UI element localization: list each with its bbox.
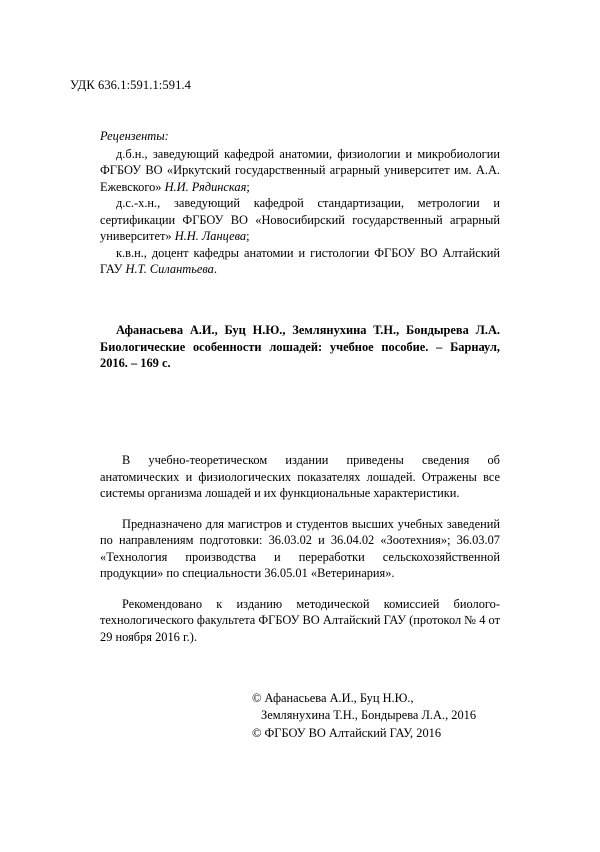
- reviewer-entry: [100, 245, 500, 278]
- copyright-block: [252, 690, 500, 742]
- reviewer-name: Н.Н. Ланцева: [174, 229, 247, 243]
- reviewer-affiliation: д.б.н., заведующий кафедрой анатомии, физиологии и микробиологии ФГБОУ ВО «Иркутский государственный аграрный университет им. А.А. Ежевского»: [100, 146, 500, 194]
- abstract-paragraph: Предназначено для магистров и студентов высших учебных заведений по направлениям подготовки: 36.03.02 и 36.04.02 «Зоотехния»; 36.03.07 «Технология производства и переработки сельскохозяйственной продукции» по специальности 36.05.01 «Ветеринария».: [100, 516, 500, 580]
- reviewer-affiliation: д.с.-х.н., заведующий кафедрой стандартизации, метрологии и сертификации ФГБОУ ВО «Новосибирский государственный аграрный университет»: [100, 196, 500, 243]
- reviewer-punct: ;: [246, 179, 250, 194]
- copyright-line: © ФГБОУ ВО Алтайский ГАУ, 2016: [252, 725, 442, 740]
- abstract-paragraph: Рекомендовано к изданию методической комиссией биолого-технологического факультета ФГБОУ ВО Алтайский ГАУ (протокол № 4 от 29 ноября 2016 г.).: [100, 596, 500, 644]
- reviewer-name: Н.И. Рядинская: [164, 179, 247, 194]
- abstract-block: [100, 452, 500, 645]
- reviewer-affiliation: к.в.н., доцент кафедры анатомии и гистологии ФГБОУ ВО Алтайский ГАУ: [100, 245, 500, 276]
- reviewers-block: [100, 128, 500, 278]
- reviewer-entry: [100, 195, 500, 245]
- reviewers-heading: Рецензенты:: [100, 129, 169, 143]
- reviewer-punct: ;: [246, 229, 250, 243]
- reviewer-punct: .: [213, 262, 217, 276]
- citation-block: Афанасьева А.И., Буц Н.Ю., Землянухина Т.Н., Бондырева Л.А. Биологические особенности лошадей: учебное пособие. – Барнаул, 2016. – 169 с.: [100, 323, 500, 370]
- copyright-line: © Афанасьева А.И., Буц Н.Ю.,: [252, 691, 414, 705]
- abstract-paragraph: В учебно-теоретическом издании приведены сведения об анатомических и физиологических показателях лошадей. Отражены все системы организма лошадей и их функциональные характеристики.: [100, 453, 500, 500]
- copyright-line: Землянухина Т.Н., Бондырева Л.А., 2016: [261, 708, 477, 723]
- reviewer-entry: [100, 146, 500, 196]
- reviewer-name: Н.Т. Силантьева: [125, 262, 214, 276]
- udk-code: УДК 636.1:591.1:591.4: [70, 78, 191, 92]
